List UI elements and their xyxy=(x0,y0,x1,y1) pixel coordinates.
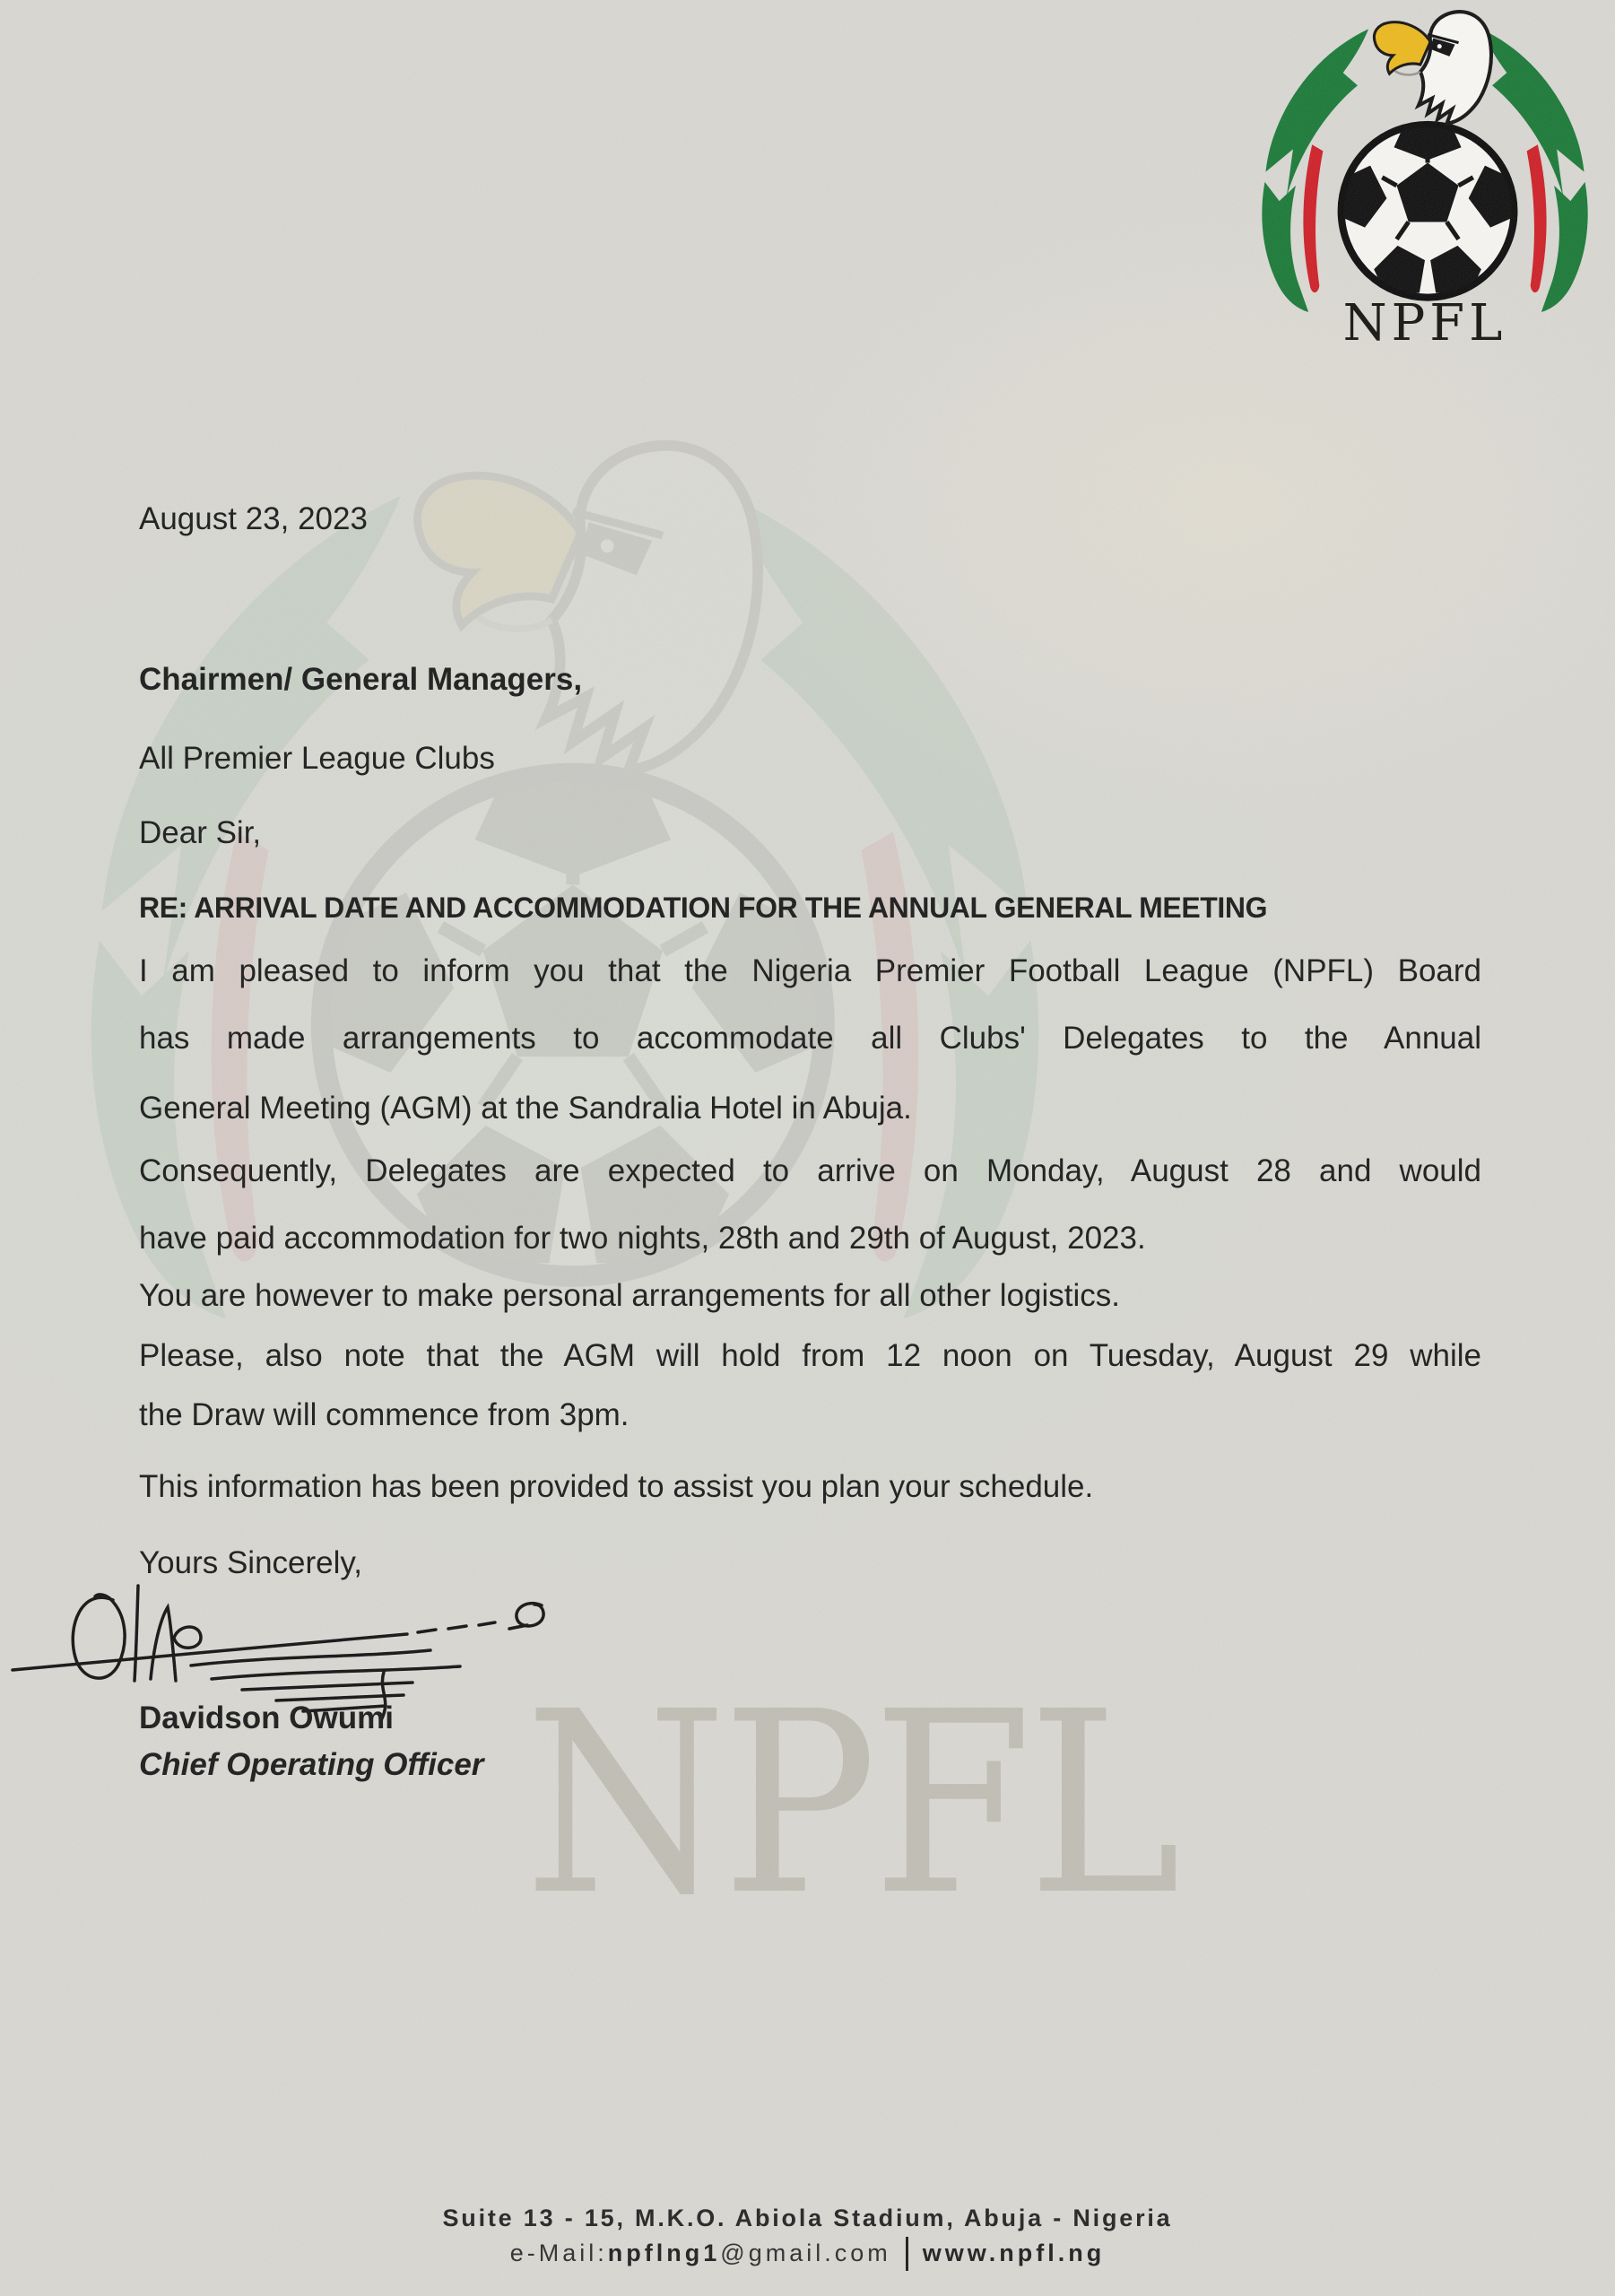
letter-date: August 23, 2023 xyxy=(139,501,368,536)
footer-email-user: npflng1 xyxy=(607,2239,721,2266)
salutation: Dear Sir, xyxy=(139,815,262,850)
watermark-npfl-text: NPFL xyxy=(525,1658,1177,1951)
npfl-crest-logo xyxy=(1243,4,1607,355)
footer-address: Suite 13 - 15, M.K.O. Abiola Stadium, Abuja - Nigeria xyxy=(442,2205,1173,2231)
footer xyxy=(0,2205,1615,2271)
npfl-logo-wordmark: NPFL xyxy=(1342,294,1507,352)
paragraph-5-line-1: This information has been provided to assist you plan your schedule. xyxy=(139,1469,1094,1504)
paragraph-2-line-1: Consequently, Delegates are expected to arrive on Monday, August 28 and would xyxy=(139,1153,1481,1188)
subject-line: RE: ARRIVAL DATE AND ACCOMMODATION FOR THE ANNUAL GENERAL MEETING xyxy=(139,891,1268,924)
footer-separator-bar xyxy=(906,2237,908,2271)
paragraph-1-line-2: has made arrangements to accommodate all Clubs' Delegates to the Annual xyxy=(139,1021,1481,1056)
footer-email-label: e-Mail: xyxy=(509,2239,608,2266)
footer-email-domain: @gmail.com xyxy=(720,2239,891,2266)
paragraph-3-line-1: You are however to make personal arrangements for all other logistics. xyxy=(139,1278,1121,1313)
paragraph-2-line-2: have paid accommodation for two nights, 28th and 29th of August, 2023. xyxy=(139,1221,1146,1256)
signatory-title: Chief Operating Officer xyxy=(139,1747,484,1782)
npfl-crest-icon xyxy=(1243,4,1607,317)
closing: Yours Sincerely, xyxy=(139,1545,363,1580)
paragraph-4-line-1: Please, also note that the AGM will hold from 12 noon on Tuesday, August 29 while xyxy=(139,1338,1481,1373)
paragraph-1-line-1: I am pleased to inform you that the Nigeria Premier Football League (NPFL) Board xyxy=(139,953,1481,988)
signatory-name: Davidson Owumi xyxy=(139,1700,394,1735)
paragraph-4-line-2: the Draw will commence from 3pm. xyxy=(139,1397,630,1432)
watermark-crest xyxy=(36,422,1094,1339)
recipient-line-1: Chairmen/ General Managers, xyxy=(139,662,583,697)
footer-website: www.npfl.ng xyxy=(922,2239,1106,2266)
footer-contact-line xyxy=(0,2237,1615,2271)
paragraph-1-line-3: General Meeting (AGM) at the Sandralia Hotel in Abuja. xyxy=(139,1091,912,1126)
recipient-line-2: All Premier League Clubs xyxy=(139,741,495,776)
